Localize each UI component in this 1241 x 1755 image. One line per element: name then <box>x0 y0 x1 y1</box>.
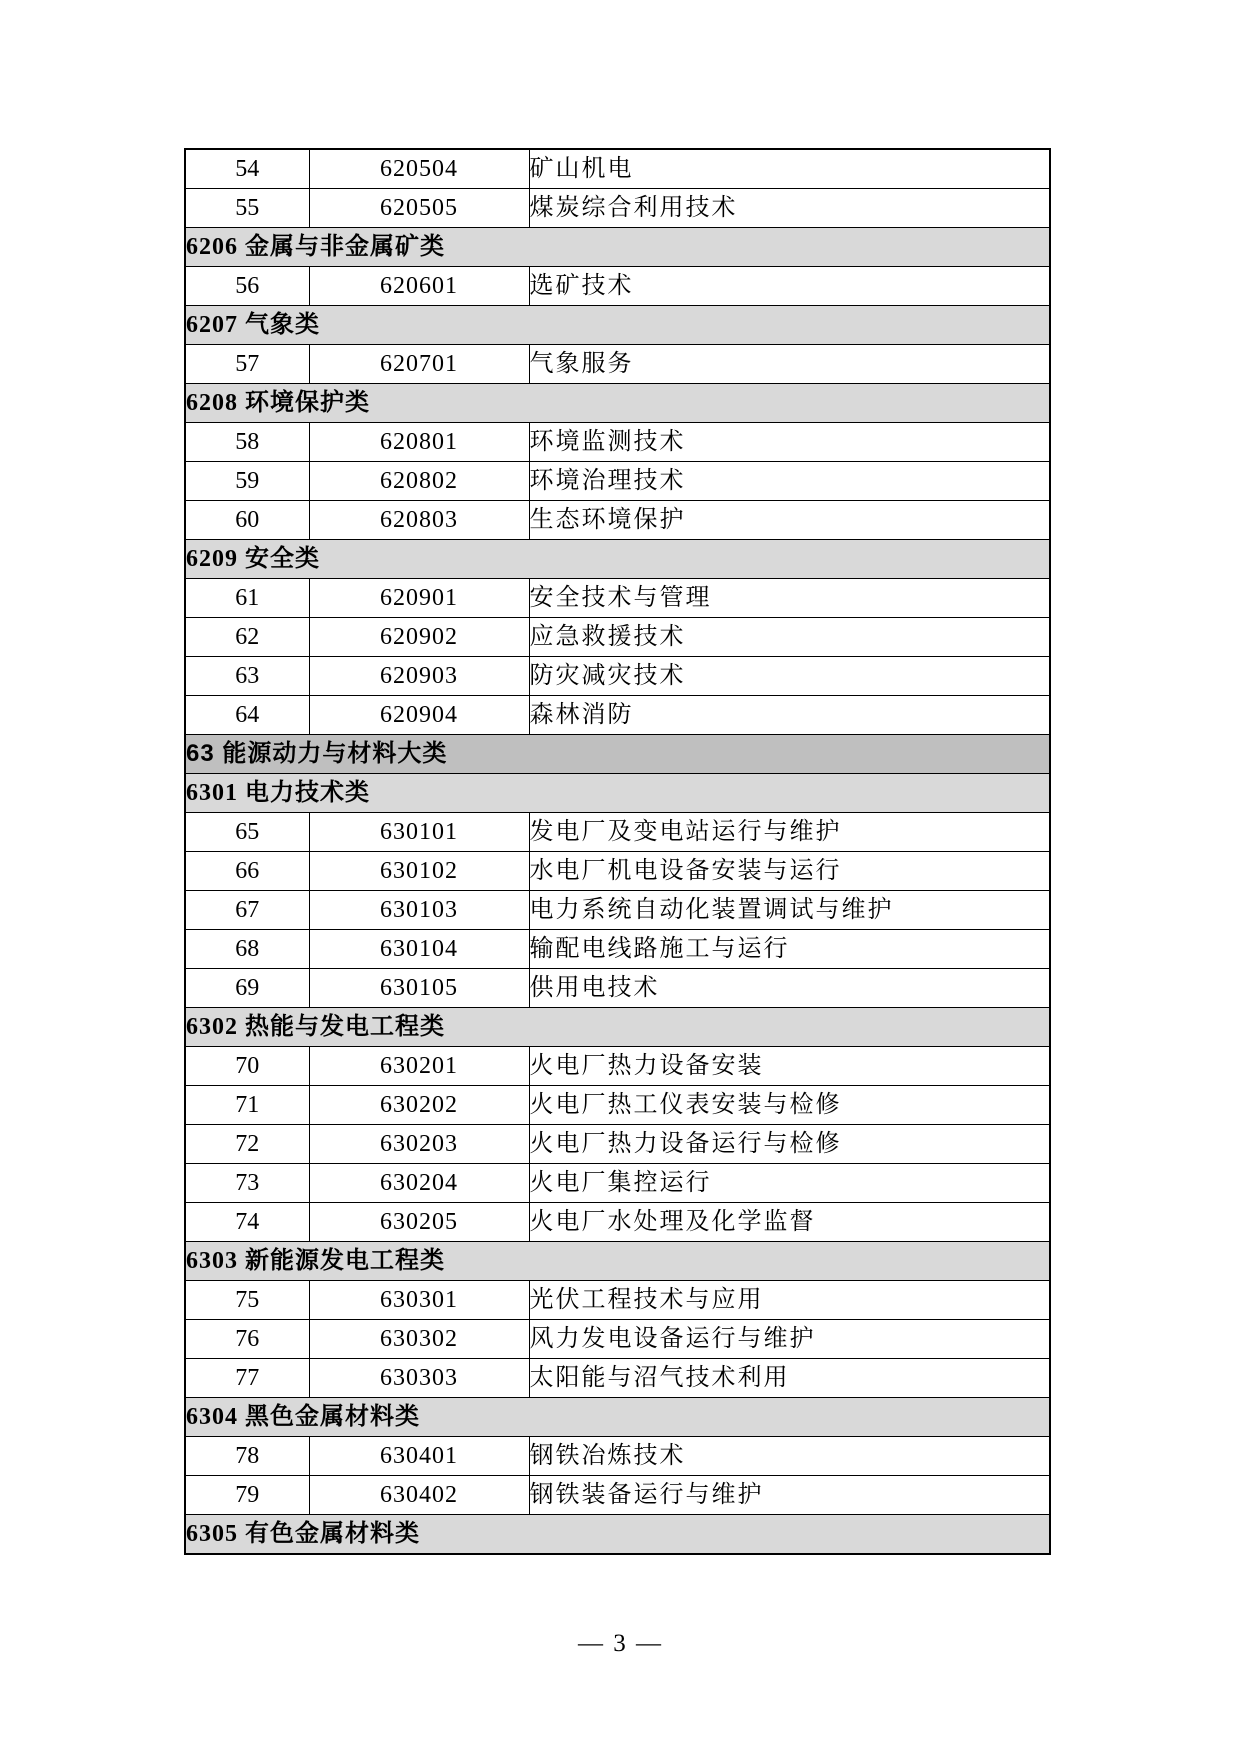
major-code: 620904 <box>309 696 529 735</box>
major-name: 环境监测技术 <box>529 423 1050 462</box>
major-code: 630401 <box>309 1437 529 1476</box>
table-row <box>185 1164 1050 1203</box>
row-seq-number: 78 <box>185 1437 309 1476</box>
section-header-row <box>185 774 1050 813</box>
row-seq-number: 55 <box>185 189 309 228</box>
major-name: 矿山机电 <box>529 149 1050 189</box>
section-header-row <box>185 384 1050 423</box>
table-row <box>185 345 1050 384</box>
major-name: 火电厂热工仪表安装与检修 <box>529 1086 1050 1125</box>
major-code: 630205 <box>309 1203 529 1242</box>
section-header-row <box>185 1515 1050 1555</box>
major-name: 输配电线路施工与运行 <box>529 930 1050 969</box>
major-name: 钢铁冶炼技术 <box>529 1437 1050 1476</box>
major-name: 火电厂水处理及化学监督 <box>529 1203 1050 1242</box>
major-name: 应急救援技术 <box>529 618 1050 657</box>
section-header-label: 6301 电力技术类 <box>185 774 1050 813</box>
row-seq-number: 63 <box>185 657 309 696</box>
table-row <box>185 1437 1050 1476</box>
major-name: 选矿技术 <box>529 267 1050 306</box>
major-name: 光伏工程技术与应用 <box>529 1281 1050 1320</box>
table-row <box>185 1125 1050 1164</box>
major-code: 630301 <box>309 1281 529 1320</box>
section-header-label: 6207 气象类 <box>185 306 1050 345</box>
major-code: 630302 <box>309 1320 529 1359</box>
row-seq-number: 70 <box>185 1047 309 1086</box>
table-row <box>185 1047 1050 1086</box>
section-header-label: 6208 环境保护类 <box>185 384 1050 423</box>
row-seq-number: 62 <box>185 618 309 657</box>
row-seq-number: 59 <box>185 462 309 501</box>
major-name: 火电厂热力设备运行与检修 <box>529 1125 1050 1164</box>
row-seq-number: 54 <box>185 149 309 189</box>
major-name: 煤炭综合利用技术 <box>529 189 1050 228</box>
major-code: 630303 <box>309 1359 529 1398</box>
table-row <box>185 852 1050 891</box>
major-code: 620801 <box>309 423 529 462</box>
table-row <box>185 501 1050 540</box>
table-row <box>185 930 1050 969</box>
table-row <box>185 813 1050 852</box>
major-name: 风力发电设备运行与维护 <box>529 1320 1050 1359</box>
major-code: 620505 <box>309 189 529 228</box>
row-seq-number: 75 <box>185 1281 309 1320</box>
row-seq-number: 58 <box>185 423 309 462</box>
major-name: 太阳能与沼气技术利用 <box>529 1359 1050 1398</box>
row-seq-number: 60 <box>185 501 309 540</box>
major-code: 630204 <box>309 1164 529 1203</box>
table-row <box>185 1281 1050 1320</box>
major-code: 630101 <box>309 813 529 852</box>
section-header-row <box>185 228 1050 267</box>
table-row <box>185 657 1050 696</box>
major-name: 生态环境保护 <box>529 501 1050 540</box>
major-code: 620803 <box>309 501 529 540</box>
table-row <box>185 696 1050 735</box>
row-seq-number: 73 <box>185 1164 309 1203</box>
row-seq-number: 61 <box>185 579 309 618</box>
major-name: 电力系统自动化装置调试与维护 <box>529 891 1050 930</box>
table-row <box>185 423 1050 462</box>
major-code: 630105 <box>309 969 529 1008</box>
section-header-row <box>185 540 1050 579</box>
major-category-header-row <box>185 735 1050 774</box>
major-name: 森林消防 <box>529 696 1050 735</box>
table-row <box>185 1320 1050 1359</box>
major-name: 防灾减灾技术 <box>529 657 1050 696</box>
major-code: 630402 <box>309 1476 529 1515</box>
page-number: — 3 — <box>578 1630 663 1657</box>
major-name: 钢铁装备运行与维护 <box>529 1476 1050 1515</box>
table-row <box>185 462 1050 501</box>
major-category-header-label: 63 能源动力与材料大类 <box>185 735 1050 774</box>
major-code: 620701 <box>309 345 529 384</box>
major-code: 620802 <box>309 462 529 501</box>
table-row <box>185 1086 1050 1125</box>
section-header-label: 6305 有色金属材料类 <box>185 1515 1050 1555</box>
row-seq-number: 74 <box>185 1203 309 1242</box>
major-code: 630203 <box>309 1125 529 1164</box>
row-seq-number: 76 <box>185 1320 309 1359</box>
row-seq-number: 68 <box>185 930 309 969</box>
row-seq-number: 77 <box>185 1359 309 1398</box>
table-row <box>185 618 1050 657</box>
table-row <box>185 149 1050 189</box>
major-name: 环境治理技术 <box>529 462 1050 501</box>
major-code: 630202 <box>309 1086 529 1125</box>
major-name: 水电厂机电设备安装与运行 <box>529 852 1050 891</box>
section-header-label: 6206 金属与非金属矿类 <box>185 228 1050 267</box>
major-code: 630103 <box>309 891 529 930</box>
section-header-row <box>185 1398 1050 1437</box>
section-header-label: 6209 安全类 <box>185 540 1050 579</box>
table-row <box>185 189 1050 228</box>
major-code: 630102 <box>309 852 529 891</box>
major-name: 火电厂集控运行 <box>529 1164 1050 1203</box>
major-code: 620902 <box>309 618 529 657</box>
row-seq-number: 64 <box>185 696 309 735</box>
section-header-row <box>185 1008 1050 1047</box>
row-seq-number: 79 <box>185 1476 309 1515</box>
row-seq-number: 66 <box>185 852 309 891</box>
major-codes-table-body <box>185 149 1050 1554</box>
section-header-label: 6304 黑色金属材料类 <box>185 1398 1050 1437</box>
row-seq-number: 57 <box>185 345 309 384</box>
table-row <box>185 1476 1050 1515</box>
major-name: 气象服务 <box>529 345 1050 384</box>
row-seq-number: 69 <box>185 969 309 1008</box>
major-code: 620504 <box>309 149 529 189</box>
section-header-row <box>185 306 1050 345</box>
major-code: 620903 <box>309 657 529 696</box>
major-code: 630104 <box>309 930 529 969</box>
table-row <box>185 1203 1050 1242</box>
major-code: 620601 <box>309 267 529 306</box>
row-seq-number: 67 <box>185 891 309 930</box>
major-codes-table <box>184 148 1051 1555</box>
section-header-label: 6302 热能与发电工程类 <box>185 1008 1050 1047</box>
major-name: 发电厂及变电站运行与维护 <box>529 813 1050 852</box>
row-seq-number: 56 <box>185 267 309 306</box>
section-header-label: 6303 新能源发电工程类 <box>185 1242 1050 1281</box>
row-seq-number: 72 <box>185 1125 309 1164</box>
major-name: 供用电技术 <box>529 969 1050 1008</box>
table-row <box>185 891 1050 930</box>
major-name: 火电厂热力设备安装 <box>529 1047 1050 1086</box>
table-row <box>185 969 1050 1008</box>
major-name: 安全技术与管理 <box>529 579 1050 618</box>
table-row <box>185 1359 1050 1398</box>
table-row <box>185 579 1050 618</box>
major-code: 630201 <box>309 1047 529 1086</box>
section-header-row <box>185 1242 1050 1281</box>
row-seq-number: 71 <box>185 1086 309 1125</box>
row-seq-number: 65 <box>185 813 309 852</box>
major-code: 620901 <box>309 579 529 618</box>
table-row <box>185 267 1050 306</box>
